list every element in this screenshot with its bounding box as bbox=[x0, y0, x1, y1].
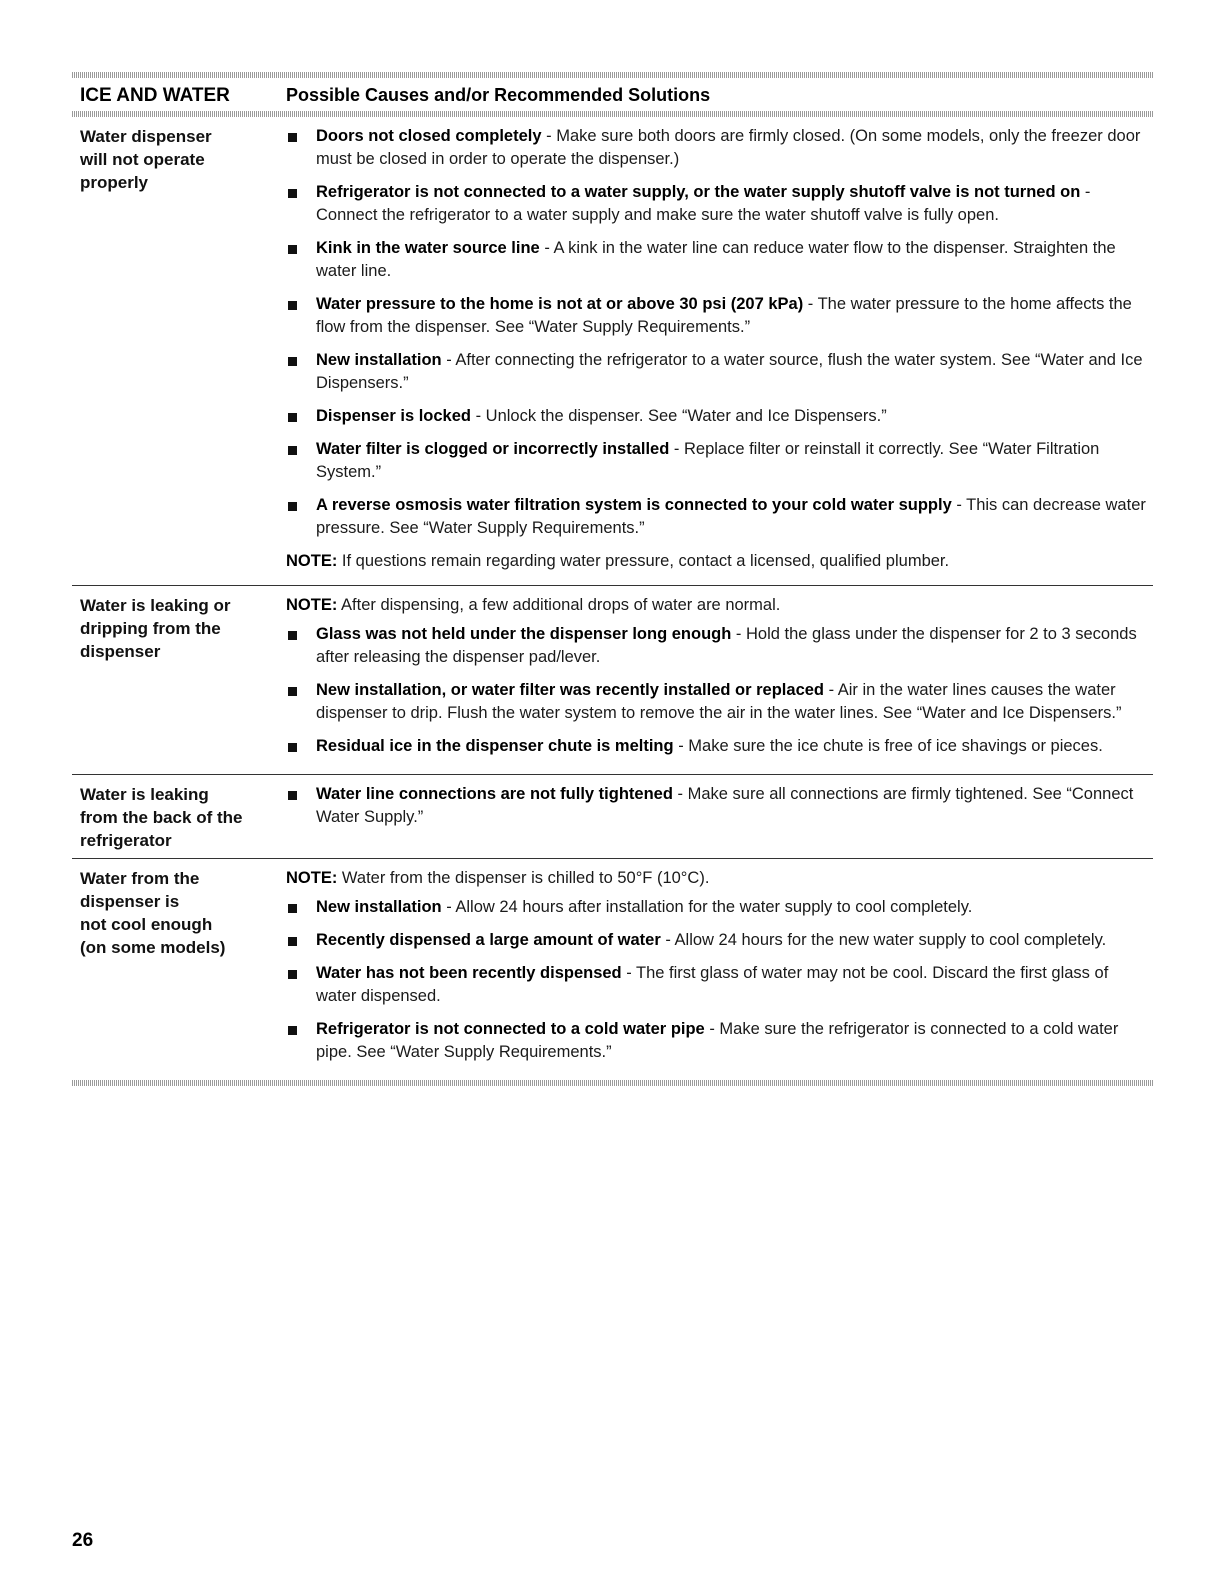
cause-bold: Residual ice in the dispenser chute is melting bbox=[316, 737, 674, 755]
solution-text bbox=[316, 623, 1152, 669]
square-bullet-icon bbox=[286, 494, 316, 540]
cause-bold: New installation bbox=[316, 351, 442, 369]
solution-detail: - Make sure the ice chute is free of ice shavings or pieces. bbox=[673, 737, 1103, 755]
solution-item bbox=[286, 494, 1152, 540]
note bbox=[286, 550, 1152, 573]
cause-bold: Water has not been recently dispensed bbox=[316, 964, 622, 982]
solution-item bbox=[286, 237, 1152, 283]
note-text: Water from the dispenser is chilled to 50°F (10°C). bbox=[337, 869, 710, 887]
cause-bold: Refrigerator is not connected to a cold water pipe bbox=[316, 1020, 705, 1038]
solution-item bbox=[286, 293, 1152, 339]
solution-item bbox=[286, 929, 1152, 952]
solution-text bbox=[316, 896, 1152, 919]
problem-title-line: (on some models) bbox=[80, 938, 226, 957]
problem-section bbox=[72, 117, 1153, 585]
solution-detail: - Make sure the refrigerator is connected to a cold water pipe. See “Water Supply Requirements.” bbox=[316, 1020, 1119, 1061]
square-bullet-icon bbox=[286, 962, 316, 1008]
note-label: NOTE: bbox=[286, 552, 338, 570]
header-category: ICE AND WATER bbox=[80, 84, 230, 106]
solutions-list bbox=[286, 783, 1152, 852]
problem-title-line: Water from the bbox=[80, 869, 200, 888]
header-solutions: Possible Causes and/or Recommended Solutions bbox=[286, 85, 711, 105]
note-label: NOTE: bbox=[286, 596, 338, 614]
solutions-list bbox=[286, 594, 1152, 768]
cause-bold: Doors not closed completely bbox=[316, 127, 542, 145]
solution-item bbox=[286, 125, 1152, 171]
solution-detail: - Make sure all connections are firmly tightened. See “Connect Water Supply.” bbox=[316, 785, 1134, 826]
cause-bold: Recently dispensed a large amount of water bbox=[316, 931, 661, 949]
cause-bold: A reverse osmosis water filtration system is connected to your cold water supply bbox=[316, 496, 952, 514]
bottom-rule bbox=[72, 1080, 1153, 1086]
page-number: 26 bbox=[72, 1530, 94, 1551]
solution-detail: - A kink in the water line can reduce water flow to the dispenser. Straighten the water line. bbox=[316, 239, 1116, 280]
solution-text bbox=[316, 679, 1152, 725]
problem-section bbox=[72, 774, 1153, 858]
square-bullet-icon bbox=[286, 679, 316, 725]
cause-bold: New installation bbox=[316, 898, 442, 916]
solution-detail: - Unlock the dispenser. See “Water and Ice Dispensers.” bbox=[471, 407, 887, 425]
square-bullet-icon bbox=[286, 125, 316, 171]
solution-text bbox=[316, 125, 1152, 171]
square-bullet-icon bbox=[286, 438, 316, 484]
note-label: NOTE: bbox=[286, 869, 338, 887]
solution-detail: - After connecting the refrigerator to a water source, flush the water system. See “Water and Ice Dispensers.” bbox=[316, 351, 1143, 392]
note-text: If questions remain regarding water pressure, contact a licensed, qualified plumber. bbox=[337, 552, 950, 570]
solution-text bbox=[316, 783, 1152, 829]
solution-text bbox=[316, 438, 1152, 484]
solution-item bbox=[286, 962, 1152, 1008]
square-bullet-icon bbox=[286, 349, 316, 395]
solution-detail: - Make sure both doors are firmly closed. (On some models, only the freezer door must be closed in order to operate the dispenser.) bbox=[316, 127, 1141, 168]
square-bullet-icon bbox=[286, 623, 316, 669]
solution-detail: - Hold the glass under the dispenser for 2 to 3 seconds after releasing the dispenser pad/lever. bbox=[316, 625, 1137, 666]
square-bullet-icon bbox=[286, 405, 316, 428]
solution-item bbox=[286, 735, 1152, 758]
note bbox=[286, 867, 1152, 890]
problem-title-line: Water is leaking or bbox=[80, 596, 231, 615]
solution-detail: - Replace filter or reinstall it correctly. See “Water Filtration System.” bbox=[316, 440, 1100, 481]
solution-text bbox=[316, 1018, 1152, 1064]
problem-title-line: dripping from the bbox=[80, 619, 221, 638]
solution-item bbox=[286, 1018, 1152, 1064]
cause-bold: Water pressure to the home is not at or above 30 psi (207 kPa) bbox=[316, 295, 804, 313]
solution-item bbox=[286, 349, 1152, 395]
square-bullet-icon bbox=[286, 783, 316, 829]
problem-title-line: properly bbox=[80, 173, 149, 192]
solution-text bbox=[316, 962, 1152, 1008]
square-bullet-icon bbox=[286, 1018, 316, 1064]
solution-item bbox=[286, 783, 1152, 829]
solution-text bbox=[316, 181, 1152, 227]
solution-text bbox=[316, 929, 1152, 952]
cause-bold: Glass was not held under the dispenser long enough bbox=[316, 625, 732, 643]
solution-detail: - The water pressure to the home affects the flow from the dispenser. See “Water Supply Requirements.” bbox=[316, 295, 1132, 336]
cause-bold: Refrigerator is not connected to a water supply, or the water supply shutoff valve is not turned on bbox=[316, 183, 1081, 201]
problem-title-line: dispenser is bbox=[80, 892, 180, 911]
solution-text bbox=[316, 349, 1152, 395]
table-body bbox=[72, 117, 1153, 1080]
solution-detail: - Connect the refrigerator to a water supply and make sure the water shutoff valve is fully open. bbox=[316, 183, 1091, 224]
cause-bold: New installation, or water filter was recently installed or replaced bbox=[316, 681, 824, 699]
solutions-list bbox=[286, 125, 1152, 579]
square-bullet-icon bbox=[286, 237, 316, 283]
solution-detail: - The first glass of water may not be cool. Discard the first glass of water dispensed. bbox=[316, 964, 1109, 1005]
problem-section bbox=[72, 585, 1153, 774]
solution-detail: - This can decrease water pressure. See “Water Supply Requirements.” bbox=[316, 496, 1146, 537]
square-bullet-icon bbox=[286, 896, 316, 919]
solutions-list bbox=[286, 867, 1152, 1074]
solution-text bbox=[316, 735, 1152, 758]
problem-title-line: Water dispenser bbox=[80, 127, 212, 146]
cause-bold: Water line connections are not fully tightened bbox=[316, 785, 673, 803]
problem-title bbox=[72, 594, 286, 768]
solution-text bbox=[316, 293, 1152, 339]
problem-title-line: will not operate bbox=[80, 150, 205, 169]
note-text: After dispensing, a few additional drops of water are normal. bbox=[337, 596, 781, 614]
troubleshooting-table bbox=[72, 72, 1153, 1086]
cause-bold: Kink in the water source line bbox=[316, 239, 540, 257]
solution-item bbox=[286, 405, 1152, 428]
problem-title-line: from the back of the bbox=[80, 808, 243, 827]
square-bullet-icon bbox=[286, 181, 316, 227]
solution-item bbox=[286, 896, 1152, 919]
note bbox=[286, 594, 1152, 617]
problem-title-line: Water is leaking bbox=[80, 785, 209, 804]
solution-item bbox=[286, 181, 1152, 227]
solution-detail: - Air in the water lines causes the water dispenser to drip. Flush the water system to remove the air in the water lines. See “Water and Ice Dispensers.” bbox=[316, 681, 1122, 722]
solution-detail: - Allow 24 hours after installation for the water supply to cool completely. bbox=[441, 898, 973, 916]
problem-title-line: refrigerator bbox=[80, 831, 172, 850]
table-header bbox=[72, 78, 1153, 111]
solution-text bbox=[316, 494, 1152, 540]
cause-bold: Dispenser is locked bbox=[316, 407, 471, 425]
solution-text bbox=[316, 237, 1152, 283]
cause-bold: Water filter is clogged or incorrectly installed bbox=[316, 440, 670, 458]
problem-title-line: dispenser bbox=[80, 642, 161, 661]
square-bullet-icon bbox=[286, 929, 316, 952]
solution-text bbox=[316, 405, 1152, 428]
problem-title bbox=[72, 867, 286, 1074]
problem-title bbox=[72, 783, 286, 852]
problem-section bbox=[72, 858, 1153, 1080]
square-bullet-icon bbox=[286, 293, 316, 339]
solution-item bbox=[286, 438, 1152, 484]
problem-title bbox=[72, 125, 286, 579]
solution-item bbox=[286, 679, 1152, 725]
problem-title-line: not cool enough bbox=[80, 915, 213, 934]
square-bullet-icon bbox=[286, 735, 316, 758]
solution-detail: - Allow 24 hours for the new water supply to cool completely. bbox=[660, 931, 1107, 949]
solution-item bbox=[286, 623, 1152, 669]
